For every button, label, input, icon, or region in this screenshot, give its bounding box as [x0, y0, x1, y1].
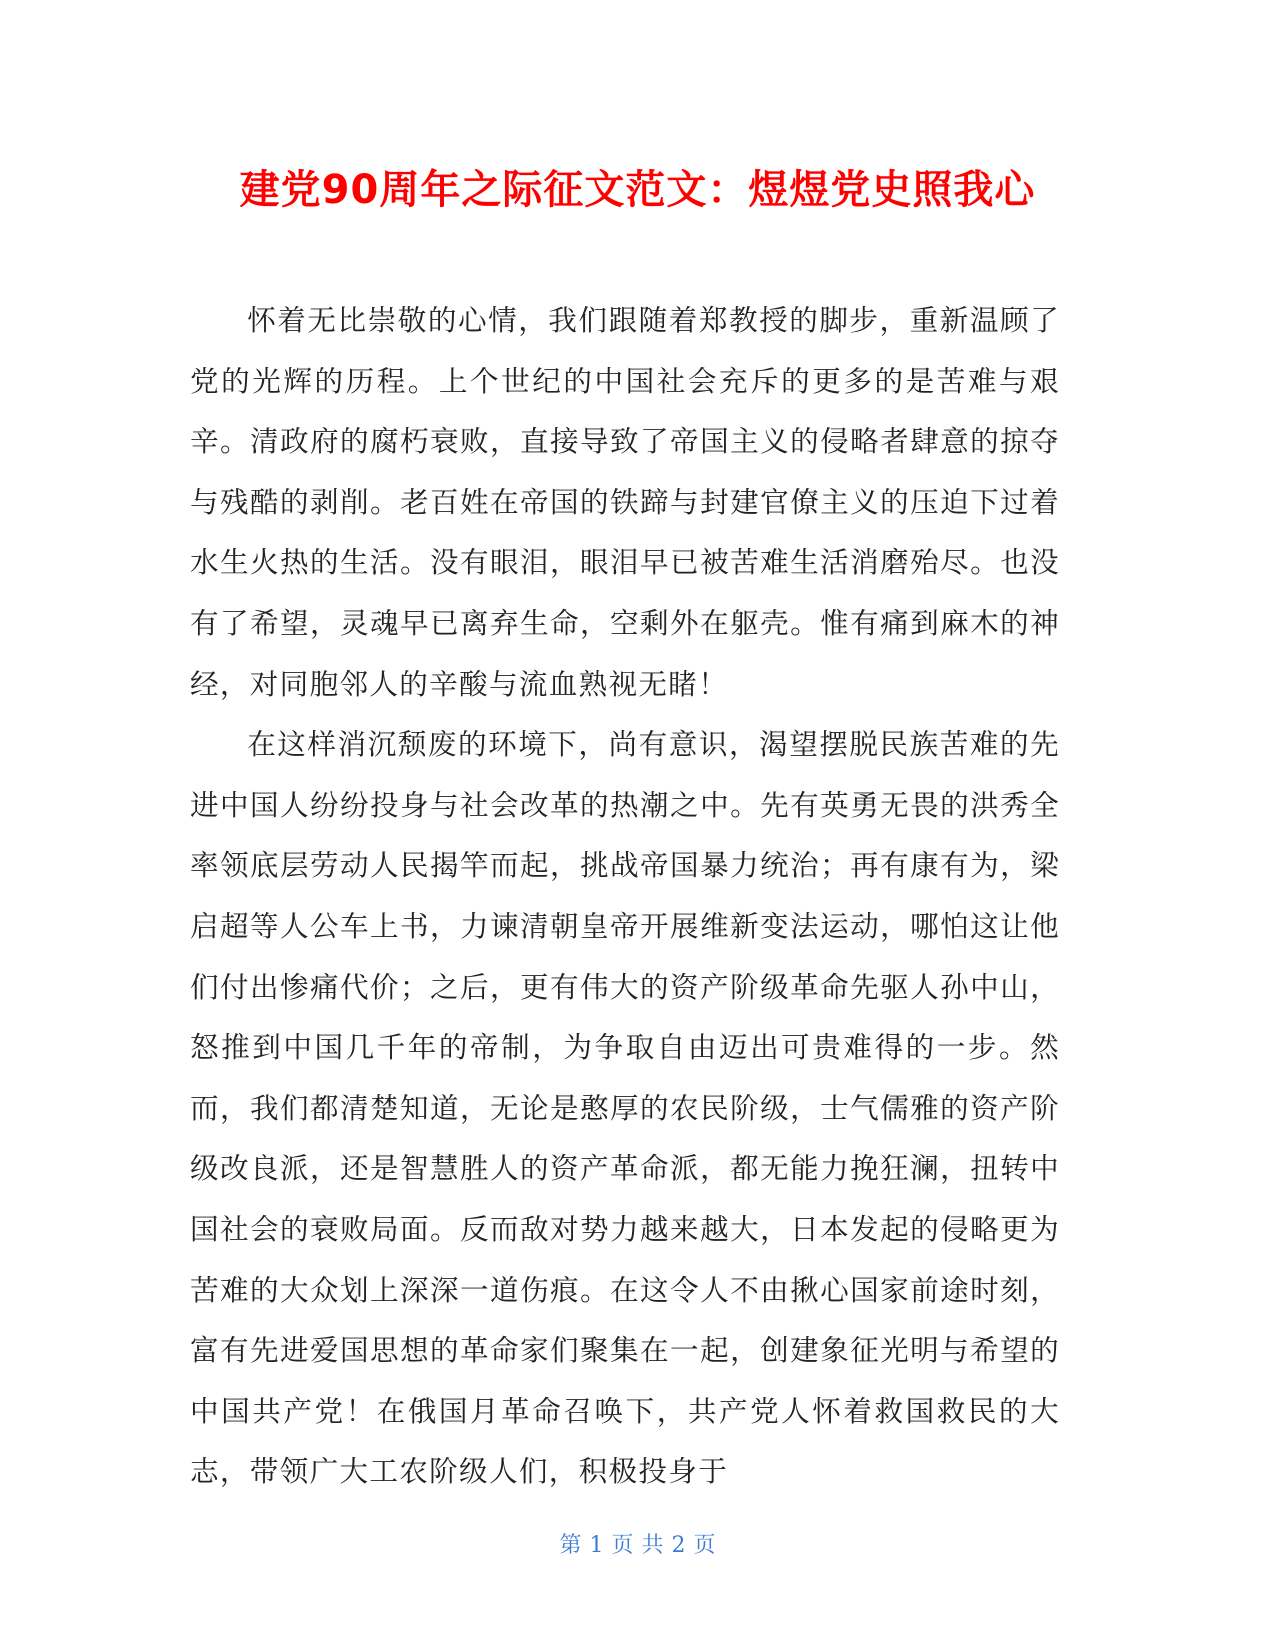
- paragraph-1: 怀着无比崇敬的心情，我们跟随着郑教授的脚步，重新温顾了党的光辉的历程。上个世纪的中国社会充斥的更多的是苦难与艰辛。清政府的腐朽衰败，直接导致了帝国主义的侵略者肆意的掠夺与残酷的剥削。老百姓在帝国的铁蹄与封建官僚主义的压迫下过着水生火热的生活。没有眼泪，眼泪早已被苦难生活消磨殆尽。也没有了希望，灵魂早已离弃生命，空剩外在躯壳。惟有痛到麻木的神经，对同胞邻人的辛酸与流血熟视无睹！: [190, 303, 1060, 701]
- page-label-suffix: 页: [693, 1533, 716, 1558]
- total-pages-number: 2: [671, 1533, 686, 1558]
- page-label-mid: 页: [611, 1533, 634, 1558]
- document-body: [190, 290, 1060, 1502]
- page-label-prefix: 第: [559, 1533, 582, 1558]
- page-footer: [0, 1531, 1275, 1561]
- current-page-number: 1: [589, 1533, 604, 1558]
- document-title: 建党90周年之际征文范文：煜煜党史照我心: [239, 167, 1036, 213]
- paragraph-2: 在这样消沉颓废的环境下，尚有意识，渴望摆脱民族苦难的先进中国人纷纷投身与社会改革的热潮之中。先有英勇无畏的洪秀全率领底层劳动人民揭竿而起，挑战帝国暴力统治；再有康有为，梁启超等人公车上书，力谏清朝皇帝开展维新变法运动，哪怕这让他们付出惨痛代价；之后，更有伟大的资产阶级革命先驱人孙中山，怒推到中国几千年的帝制，为争取自由迈出可贵难得的一步。然而，我们都清楚知道，无论是憨厚的农民阶级，士气儒雅的资产阶级改良派，还是智慧胜人的资产革命派，都无能力挽狂澜，扭转中国社会的衰败局面。反而敌对势力越来越大，日本发起的侵略更为苦难的大众划上深深一道伤痕。在这令人不由揪心国家前途时刻，富有先进爱国思想的革命家们聚集在一起，创建象征光明与希望的中国共产党！在俄国月革命召唤下，共产党人怀着救国救民的大志，带领广大工农阶级人们，积极投身于: [190, 727, 1060, 1489]
- total-label: 共: [641, 1533, 664, 1558]
